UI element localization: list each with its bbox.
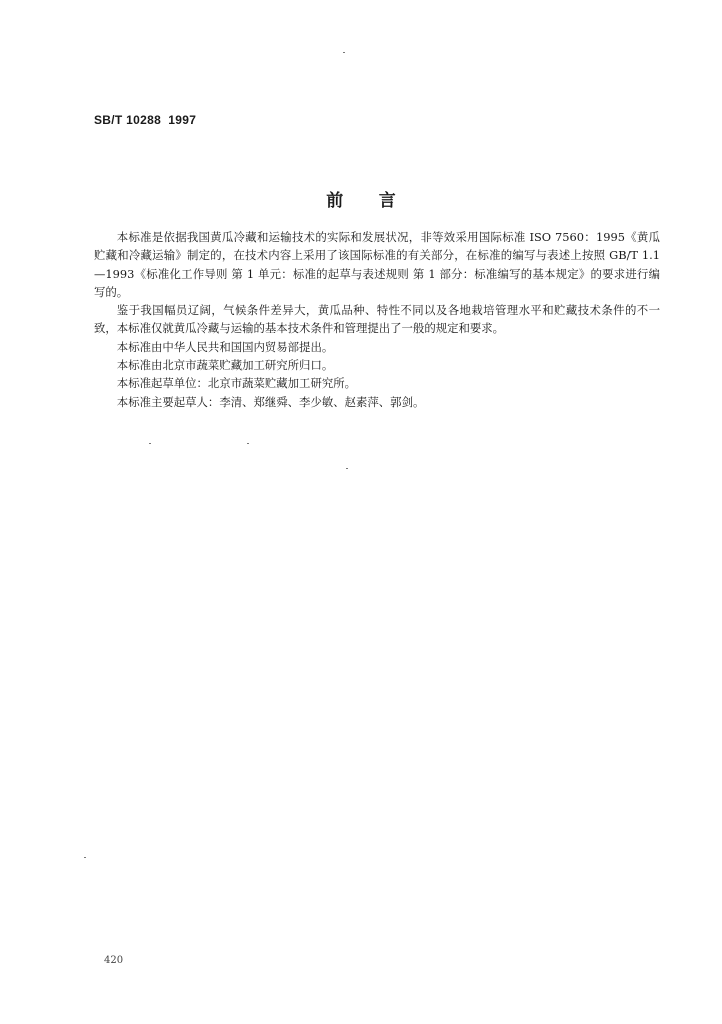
page-title: 前 言 [326,191,396,211]
scan-speck [346,468,348,469]
foreword-body [94,228,660,411]
standard-code: SB/T 10288 1997 [94,113,197,127]
paragraph-drafting-unit: 本标准起草单位：北京市蔬菜贮藏加工研究所。 [116,376,357,391]
scan-speck [149,443,151,444]
scan-speck [343,52,345,53]
paragraph-drafters: 本标准主要起草人：李清、郑继舜、李少敏、赵素萍、郭剑。 [116,394,425,409]
paragraph-scope: 鉴于我国幅员辽阔，气候条件差异大，黄瓜品种、特性不同以及各地栽培管理水平和贮藏技术条件的不一致，本标准仅就黄瓜冷藏与运输的基本技术条件和管理提出了一般的规定和要求。 [94,303,660,336]
page-number: 420 [104,955,124,966]
paragraph-proposer: 本标准由中华人民共和国国内贸易部提出。 [116,339,334,354]
paragraph-administrator: 本标准由北京市蔬菜贮藏加工研究所归口。 [116,358,334,373]
paragraph-basis: 本标准是依据我国黄瓜冷藏和运输技术的实际和发展状况，非等效采用国际标准 ISO 7560：1995《黄瓜 贮藏和冷藏运输》制定的，在技术内容上采用了该国际标准的有关部分，在标准的编写与表述上按照 GB/T 1.1—1993《标准化工作导则 第 1 单元：标准的起草与表述规则 第 1 部分：标准编写的基本规定》的要求进行编写的。 [94,230,660,299]
scan-speck [84,857,86,858]
scan-speck [247,443,249,444]
